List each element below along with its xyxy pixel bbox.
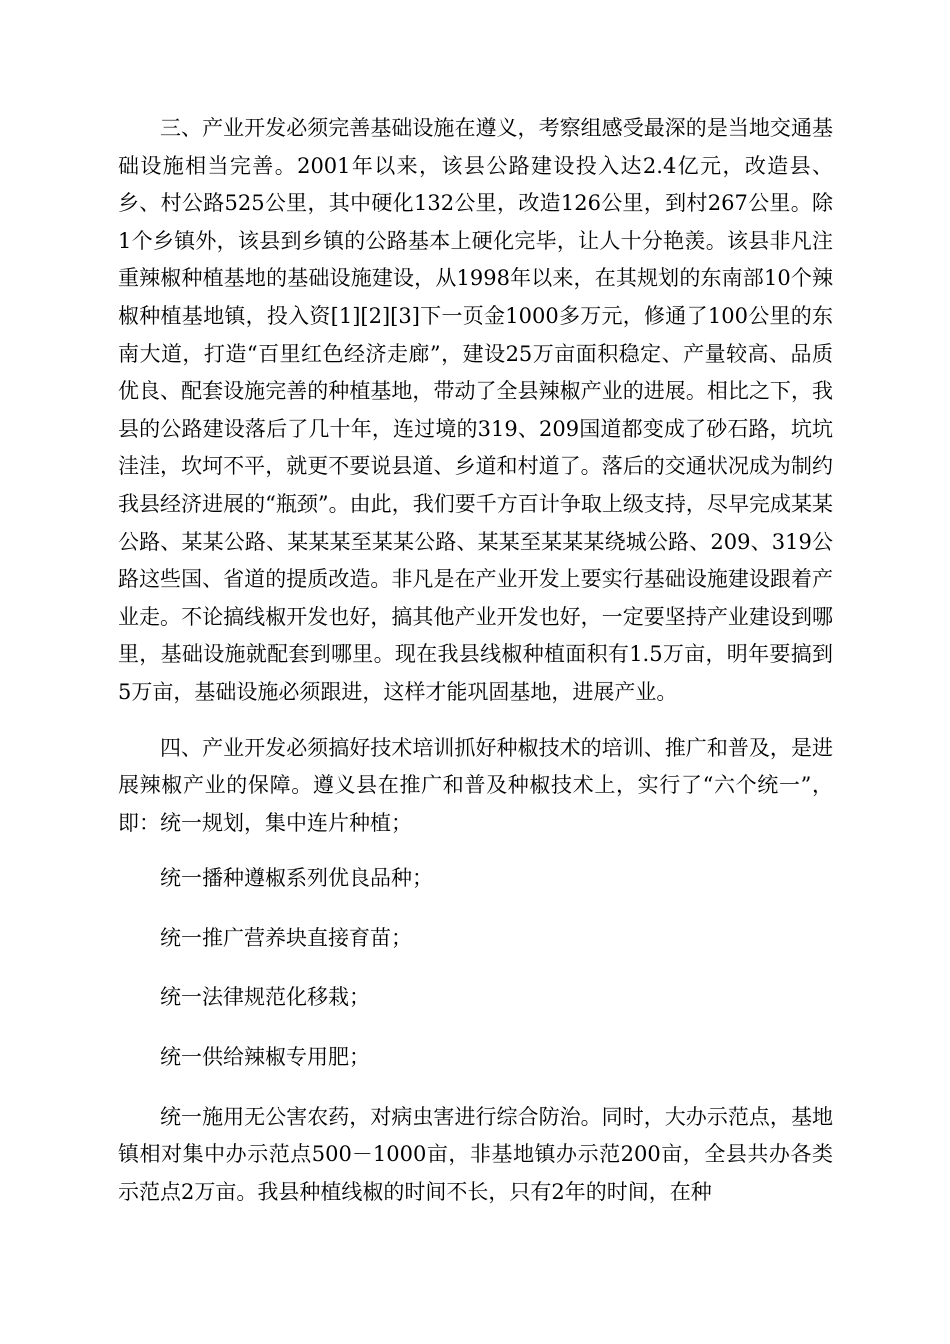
paragraph-unified-seedling: 统一推广营养块直接育苗； — [160, 925, 412, 950]
paragraph-unified-transplant: 统一法律规范化移栽； — [160, 985, 370, 1010]
paragraph-unified-varieties: 统一播种遵椒系列优良品种； — [160, 866, 433, 891]
document-body — [118, 110, 833, 1229]
paragraph-technical-training: 四、产业开发必须搞好技术培训抓好种椒技术的培训、推广和普及，是进展辣椒产业的保障。遵义县在推广和普及种椒技术上，实行了“六个统一”，即：统一规划，集中连片种植； — [118, 735, 833, 835]
paragraph-infrastructure: 三、产业开发必须完善基础设施在遵义，考察组感受最深的是当地交通基础设施相当完善。2001年以来，该县公路建设投入达2.4亿元，改造县、乡、村公路525公里，其中硬化132公里，改造126公里，到村267公里。除1个乡镇外，该县到乡镇的公路基本上硬化完毕，让人十分艳羡。该县非凡注重辣椒种植基地的基础设施建设，从1998年以来，在其规划的东南部10个辣椒种植基地镇，投入资[1][2][3]下一页金1000多万元，修通了100公里的东南大道，打造“百里红色经济走廊”，建设25万亩面积稳定、产量较高、品质优良、配套设施完善的种植基地，带动了全县辣椒产业的进展。相比之下，我县的公路建设落后了几十年，连过境的319、209国道都变成了砂石路，坑坑洼洼，坎坷不平，就更不要说县道、乡道和村道了。落后的交通状况成为制约我县经济进展的“瓶颈”。由此，我们要千方百计争取上级支持，尽早完成某某公路、某某公路、某某某至某某公路、某某至某某某绕城公路、209、319公路这些国、省道的提质改造。非凡是在产业开发上要实行基础设施建设跟着产业走。不论搞线椒开发也好，搞其他产业开发也好，一定要坚持产业建设到哪里，基础设施就配套到哪里。现在我县线椒种植面积有1.5万亩，明年要搞到5万亩，基础设施必须跟进，这样才能巩固基地，进展产业。 — [118, 116, 833, 704]
paragraph-unified-fertilizer: 统一供给辣椒专用肥； — [160, 1045, 370, 1070]
paragraph-unified-pesticide: 统一施用无公害农药，对病虫害进行综合防治。同时，大办示范点，基地镇相对集中办示范点500－1000亩，非基地镇办示范200亩，全县共办各类示范点2万亩。我县种植线椒的时间不长，只有2年的时间，在种 — [118, 1104, 833, 1204]
